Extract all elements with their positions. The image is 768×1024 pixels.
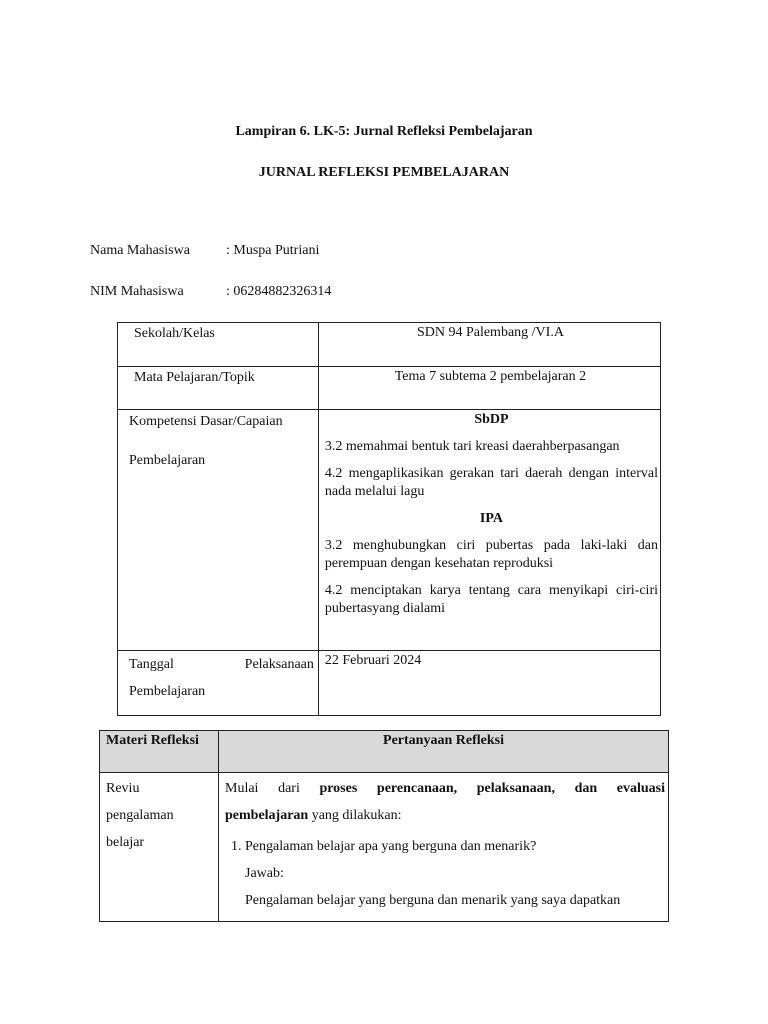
reflection-material-cell [100, 773, 219, 922]
intro-rest: yang dilakukan: [308, 808, 402, 823]
intro-bold-word: pembelajaran [225, 808, 309, 823]
table-row [118, 410, 661, 651]
question-intro-line2 [225, 802, 668, 829]
date-label-line1 [129, 651, 314, 678]
competency-cell [318, 410, 660, 651]
question-text: 1. Pengalaman belajar apa yang berguna dan menarik? [245, 839, 537, 854]
reflection-table [99, 730, 669, 922]
student-name-label: Nama Mahasiswa [90, 243, 190, 258]
material-line: pengalaman [106, 808, 174, 823]
answer-text: Pengalaman belajar yang berguna dan menarik yang saya dapatkan [245, 893, 621, 908]
competency-item: 4.2 mengaplikasikan gerakan tari daerah dengan interval nada melalui lagu [324, 466, 658, 499]
student-nim-value: : 06284882326314 [226, 284, 332, 299]
student-name-value: : Muspa Putriani [226, 243, 320, 258]
intro-word: evaluasi [616, 781, 665, 796]
competency-label-cell [118, 410, 319, 651]
table-row [118, 323, 661, 367]
student-name-row [90, 243, 319, 259]
competency-subject-ipa: IPA [479, 511, 503, 526]
reflection-col-header-questions: Pertanyaan Refleksi [219, 731, 669, 773]
reflection-col-header-material: Materi Refleksi [100, 731, 219, 773]
intro-word: Mulai [225, 781, 259, 796]
answer-label: Jawab: [245, 866, 284, 881]
table-row [100, 773, 669, 922]
date-label-line2: Pembelajaran [129, 684, 206, 699]
document-title: Lampiran 6. LK-5: Jurnal Refleksi Pembelajaran [235, 124, 533, 139]
date-label-cell [118, 651, 319, 716]
student-nim-label: NIM Mahasiswa [90, 284, 184, 299]
date-label-word: Pelaksanaan [244, 657, 314, 672]
subject-value: Tema 7 subtema 2 pembelajaran 2 [318, 367, 660, 410]
intro-word: dan [574, 781, 598, 796]
school-value: SDN 94 Palembang /VI.A [318, 323, 660, 367]
competency-label-line1: Kompetensi Dasar/Capaian [129, 414, 283, 429]
material-line: belajar [106, 835, 145, 850]
info-table [117, 322, 661, 716]
competency-subject-sbdp: SbDP [474, 412, 509, 427]
subject-label: Mata Pelajaran/Topik [118, 367, 319, 410]
table-row [118, 651, 661, 716]
competency-item: 4.2 menciptakan karya tentang cara menyikapi ciri-ciri pubertasyang dialami [324, 583, 658, 616]
table-row [118, 367, 661, 410]
school-label: Sekolah/Kelas [118, 323, 319, 367]
intro-word: proses [319, 781, 358, 796]
document-subtitle: JURNAL REFLEKSI PEMBELAJARAN [258, 165, 510, 180]
question-intro-line1 [225, 775, 668, 802]
student-nim-row [90, 284, 331, 300]
question-list [225, 833, 668, 914]
competency-item: 3.2 memahmai bentuk tari kreasi daerahberpasangan [324, 439, 620, 454]
intro-word: pelaksanaan, [476, 781, 555, 796]
reflection-question-cell [219, 773, 669, 922]
competency-item: 3.2 menghubungkan ciri pubertas pada laki-laki dan perempuan dengan kesehatan reproduksi [324, 538, 658, 571]
material-line: Reviu [106, 781, 140, 796]
date-value: 22 Februari 2024 [318, 651, 660, 716]
intro-word: perencanaan, [376, 781, 458, 796]
competency-label-line2: Pembelajaran [129, 453, 206, 468]
intro-word: dari [278, 781, 300, 796]
question-item [245, 833, 668, 914]
date-label-word: Tanggal [129, 657, 174, 672]
table-header-row [100, 731, 669, 773]
